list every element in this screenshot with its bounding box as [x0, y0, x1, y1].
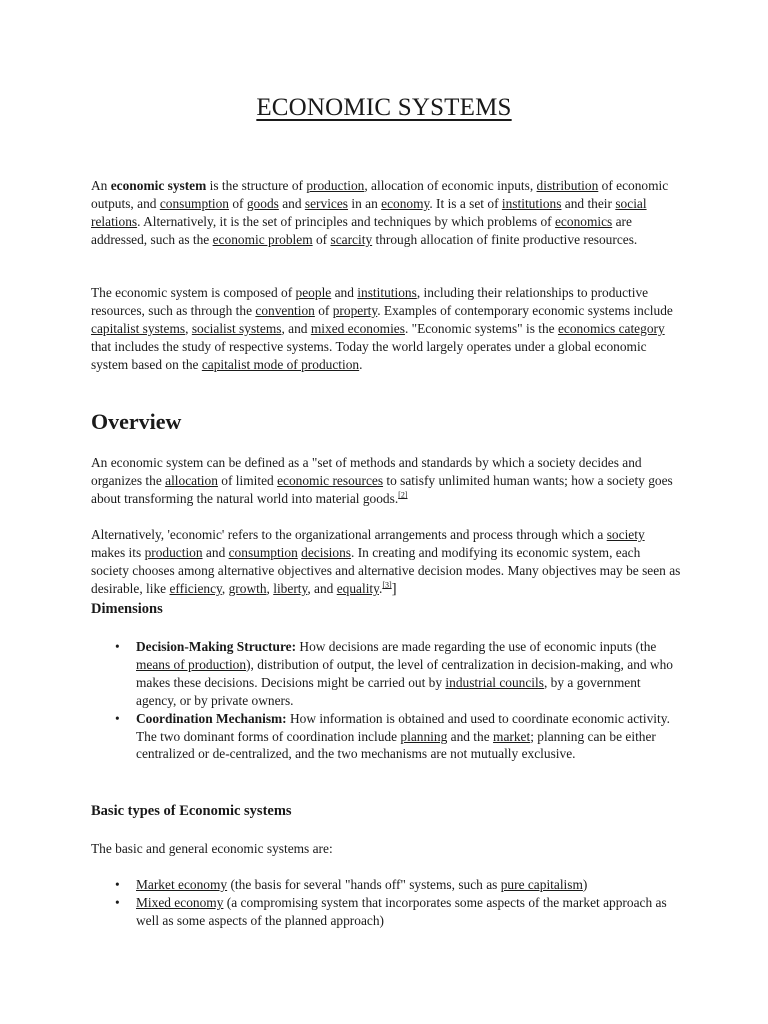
list-item	[91, 876, 681, 894]
link-efficiency[interactable]: efficiency	[169, 580, 222, 596]
link-liberty[interactable]: liberty	[273, 580, 308, 596]
link-equality[interactable]: equality	[336, 580, 379, 596]
definition-paragraph	[91, 454, 681, 508]
text: of	[229, 195, 247, 211]
basic-types-heading: Basic types of Economic systems	[91, 803, 292, 819]
list-item	[91, 894, 681, 930]
link-pure-capitalism[interactable]: pure capitalism	[500, 877, 583, 892]
text: . Examples of contemporary economic systems include	[377, 302, 673, 318]
text: , and	[307, 580, 337, 596]
link-institutions[interactable]: institutions	[357, 285, 417, 300]
link-market[interactable]: market	[493, 728, 531, 744]
text: in an	[348, 195, 382, 211]
link-property[interactable]: property	[332, 302, 378, 318]
text: . Alternatively, it is the set of principles and techniques by which problems of	[137, 213, 555, 229]
text: and their	[561, 195, 616, 211]
link-socialist-systems[interactable]: socialist systems	[191, 320, 282, 336]
bullet: •	[115, 877, 120, 892]
text: and	[331, 285, 358, 300]
bullet: •	[115, 710, 120, 726]
text: , by a government agency, or by private owners.	[136, 674, 641, 708]
link-services[interactable]: services	[304, 195, 349, 211]
text: that includes the study of respective systems. Today the world largely operates under a global economic system based on the	[91, 338, 647, 372]
text: and	[278, 195, 305, 211]
text: , including their relationships to productive resources, such as through the	[91, 285, 649, 318]
link-growth[interactable]: growth	[228, 580, 267, 596]
text: makes its	[91, 544, 145, 560]
link-social-relations[interactable]: social relations	[91, 195, 647, 229]
link-economy[interactable]: economy	[381, 195, 430, 211]
link-mixed-economy[interactable]: Mixed economy	[136, 894, 224, 910]
text: ,	[221, 580, 229, 596]
list-item	[91, 710, 681, 764]
link-goods[interactable]: goods	[246, 195, 279, 211]
link-industrial-councils[interactable]: industrial councils	[445, 674, 544, 690]
link-capitalist-mode[interactable]: capitalist mode of production	[201, 356, 360, 372]
text: , and	[281, 320, 311, 336]
link-economics[interactable]: economics	[554, 213, 613, 229]
reference-link[interactable]: [2]	[398, 490, 408, 500]
link-mixed-economies[interactable]: mixed economies	[310, 320, 405, 336]
text: through allocation of finite productive resources.	[372, 231, 638, 247]
text: How decisions are made regarding the use of economic inputs (the	[296, 639, 657, 654]
text: The economic system is composed of	[91, 285, 296, 300]
text: and	[202, 544, 229, 560]
text: An economic system can be defined as a "set of methods and standards by which a society decides and organizes the	[91, 455, 642, 488]
link-economics-category[interactable]: economics category	[557, 320, 665, 336]
link-scarcity[interactable]: scarcity	[330, 231, 373, 247]
basic-types-intro: The basic and general economic systems are:	[91, 841, 333, 856]
composition-paragraph	[91, 284, 681, 374]
link-market-economy[interactable]: Market economy	[136, 877, 228, 892]
link-production[interactable]: production	[306, 178, 365, 193]
link-means-of-production[interactable]: means of production	[136, 656, 247, 672]
text: . In creating and modifying its economic system, each society chooses among alternative objectives and alternative decision modes. Many objectives may be seen as desirable, like	[91, 544, 681, 596]
intro-paragraph	[91, 177, 681, 249]
link-production[interactable]: production	[144, 544, 203, 560]
alternative-paragraph	[91, 526, 681, 599]
link-consumption[interactable]: consumption	[159, 195, 229, 211]
text: . It is a set of	[429, 195, 502, 211]
text: How information is obtained and used to coordinate economic activity. The two dominant forms of coordination include	[136, 710, 670, 744]
text: ,	[185, 320, 192, 336]
text: (the basis for several "hands off" systems, such as	[227, 877, 501, 892]
text: ), distribution of output, the level of centralization in decision-making, and who makes these decisions. Decisions might be carried out by	[136, 656, 673, 690]
bold-term: economic system	[110, 178, 207, 193]
text: .	[378, 580, 383, 596]
link-convention[interactable]: convention	[255, 302, 315, 318]
text: and the	[447, 728, 494, 744]
link-economic-resources[interactable]: economic resources	[277, 472, 384, 488]
text: of economic outputs, and	[91, 178, 669, 211]
text: of limited	[217, 472, 278, 488]
text: Alternatively, 'economic' refers to the organizational arrangements and process through which a	[91, 527, 607, 542]
text: . "Economic systems" is the	[404, 320, 558, 336]
link-planning[interactable]: planning	[400, 728, 448, 744]
link-society[interactable]: society	[606, 527, 645, 542]
link-economic-problem[interactable]: economic problem	[212, 231, 313, 247]
text: ; planning can be either centralized or de-centralized, and the two mechanisms are not mutually exclusive.	[136, 728, 656, 762]
text: ]	[391, 580, 397, 597]
overview-heading: Overview	[91, 409, 182, 434]
bullet: •	[115, 894, 120, 910]
page-title: ECONOMIC SYSTEMS	[256, 94, 512, 121]
text: of	[312, 231, 331, 247]
text: )	[582, 877, 588, 892]
link-institutions[interactable]: institutions	[501, 195, 562, 211]
text: (a compromising system that incorporates some aspects of the market approach as well as some aspects of the planned approach)	[136, 894, 667, 928]
bullet: •	[115, 639, 120, 654]
text: of	[314, 302, 333, 318]
dimensions-list	[91, 638, 681, 763]
item-term: Decision-Making Structure:	[136, 639, 297, 654]
text: ,	[266, 580, 274, 596]
link-consumption[interactable]: consumption	[228, 544, 298, 560]
text: .	[359, 356, 363, 372]
text: to satisfy unlimited human wants; how a society goes about transforming the natural world into material goods.	[91, 472, 673, 506]
link-people[interactable]: people	[295, 285, 332, 300]
item-term: Coordination Mechanism:	[136, 710, 287, 726]
basic-types-list	[91, 876, 681, 930]
link-distribution[interactable]: distribution	[536, 178, 599, 193]
link-capitalist-systems[interactable]: capitalist systems	[91, 320, 186, 336]
text: are addressed, such as the	[91, 213, 632, 247]
text: , allocation of economic inputs,	[364, 178, 537, 193]
link-allocation[interactable]: allocation	[165, 472, 218, 488]
text: An	[91, 178, 111, 193]
dimensions-heading: Dimensions	[91, 601, 163, 617]
list-item	[91, 638, 681, 710]
text: is the structure of	[206, 178, 307, 193]
reference-link[interactable]: [3]	[382, 580, 392, 590]
link-decisions[interactable]: decisions	[301, 544, 351, 560]
